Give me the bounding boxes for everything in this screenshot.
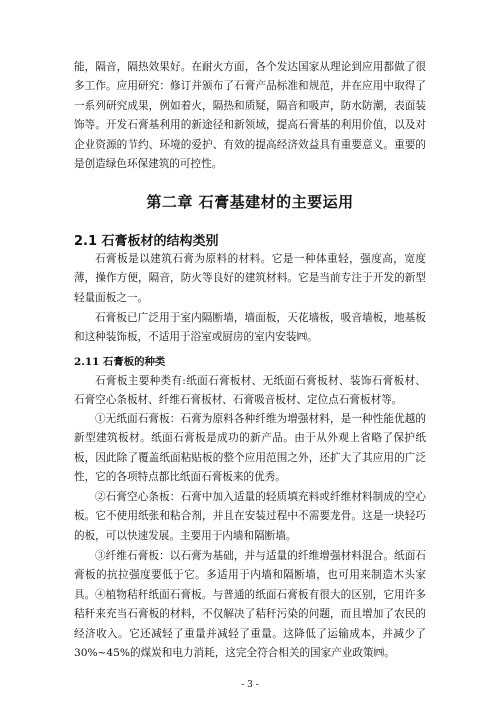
section-title: 2.1 石膏板材的结构类别 xyxy=(74,234,219,249)
subsection-paragraph: ③纤维石膏板：以石膏为基础，并与适量的纤维增强材料混合。纸面石膏板的抗拉强度要低于它。多适用于内墙和隔断墙，也可用来制造木头家具。 xyxy=(74,550,426,601)
page-number: - 3 - xyxy=(241,680,259,690)
subsection-paragraph: ②石膏空心条板：石膏中加入适量的轻质填充料或纤维材料制成的空心板。它不使用纸张和粘合剂，并且在安装过程中不需要龙骨。这是一块轻巧的板，可以快速发展。主要用于内墙和隔断墙。 xyxy=(74,491,426,542)
subsection-title: 2.11 石膏板的种类 xyxy=(74,356,166,368)
intro-paragraph: 能，隔音，隔热效果好。在耐火方面，各个发达国家从理论到应用都做了很多工作。应用研究：修订并颁布了石膏产品标准和规范，并在应用中取得了一系列研究成果，例如着火，隔热和质疑，隔音和吸声，防水防潮，表面装饰等。开发石膏基利用的新途径和新领域，提高石膏基的利用价值，以及对企业资源的节约、环境的爱护、有效的提高经济效益具有重要意义。重要的是创造绿色环保建筑的可控性。 xyxy=(74,61,426,171)
section-paragraph: 石膏板已广泛用于室内隔断墙，墙面板，天花墙板，吸音墙板，地基板和这种装饰板，不适用于浴室或厨房的室内安装㈣。 xyxy=(74,312,426,344)
subsection-paragraph: ④植物秸秆纸面石膏板。与普通的纸面石膏板有很大的区别，它用许多秸秆来充当石膏板的材料，不仅解决了秸秆污染的问题，而且增加了农民的经济收入。它还减轻了重量并减轻了重量。这降低了运输成本，并减少了 30%~45%的煤炭和电力消耗，这完全符合相关的国家产业政策㈣。 xyxy=(74,589,426,660)
chapter-title: 第二章 石膏基建材的主要运用 xyxy=(146,193,354,211)
subsection-paragraph: ①无纸面石膏板：石膏为原料各种纤维为增强材料，是一种性能优越的新型建筑板材。纸面石膏板是成功的新产品。由于从外观上省略了保护纸板，因此除了覆盖纸面粘贴板的整个应用范围之外，还扩大了其应用的广泛性，它的各项特点都比纸面石膏板来的优秀。 xyxy=(74,413,426,484)
section-paragraph: 石膏板是以建筑石膏为原料的材料。它是一种体重轻，强度高，宽度薄，操作方便，隔音，防火等良好的建筑材料。它是当前专注于开发的新型轻量面板之一。 xyxy=(74,253,426,304)
subsection-paragraph: 石膏板主要种类有:纸面石膏板材、无纸面石膏板材、装饰石膏板材、石膏空心条板材、纤维石膏板材、石膏吸音板材、定位点石膏板材等。 xyxy=(74,375,426,407)
